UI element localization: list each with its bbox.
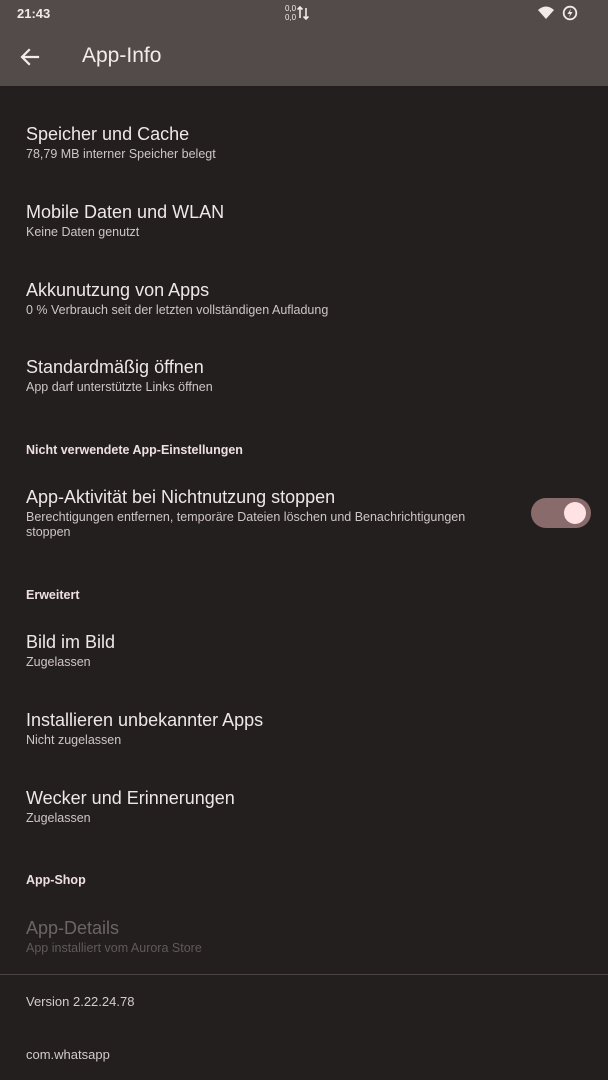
app-version: Version 2.22.24.78 (26, 994, 135, 1009)
alarms-reminders-item[interactable] (26, 787, 496, 826)
item-summary: Keine Daten genutzt (26, 225, 140, 239)
item-title: App-Aktivität bei Nichtnutzung stoppen (26, 487, 336, 507)
network-speed (285, 4, 296, 22)
item-summary: Zugelassen (26, 655, 91, 669)
item-summary: Berechtigungen entfernen, temporäre Dateien löschen und Benachrichtigungen stoppen (26, 510, 466, 539)
page-title: App-Info (82, 44, 162, 67)
item-summary: App installiert vom Aurora Store (26, 941, 202, 955)
status-time: 21:43 (17, 6, 51, 21)
app-details-item (26, 917, 496, 956)
section-header-advanced: Erweitert (26, 588, 80, 602)
back-arrow-icon[interactable] (18, 45, 42, 69)
item-summary: 78,79 MB interner Speicher belegt (26, 147, 216, 161)
section-header-unused: Nicht verwendete App-Einstellungen (26, 443, 243, 457)
install-unknown-apps-item[interactable] (26, 709, 496, 748)
item-title: Bild im Bild (26, 632, 116, 652)
item-summary: 0 % Verbrauch seit der letzten vollständigen Aufladung (26, 303, 329, 317)
network-down-value: 0,0 (285, 13, 297, 22)
mobile-data-item[interactable] (26, 201, 496, 240)
item-title: Akkunutzung von Apps (26, 280, 210, 300)
package-name: com.whatsapp (26, 1047, 110, 1062)
item-title: Wecker und Erinnerungen (26, 788, 235, 808)
pause-app-activity-item[interactable] (26, 486, 496, 540)
battery-usage-item[interactable] (26, 279, 496, 318)
picture-in-picture-item[interactable] (26, 631, 496, 670)
section-header-app-shop: App-Shop (26, 873, 86, 887)
item-title: Installieren unbekannter Apps (26, 710, 264, 730)
item-title: Standardmäßig öffnen (26, 357, 204, 377)
battery-saver-icon (562, 5, 578, 21)
pause-app-activity-toggle[interactable] (531, 498, 591, 528)
storage-cache-item[interactable] (26, 123, 496, 162)
open-by-default-item[interactable] (26, 356, 496, 395)
network-up-value: 0,0 (285, 4, 297, 13)
item-title: Speicher und Cache (26, 124, 190, 144)
status-bar (0, 0, 608, 28)
item-title: App-Details (26, 918, 120, 938)
item-summary: Zugelassen (26, 811, 91, 825)
wifi-icon (538, 6, 554, 20)
divider (0, 974, 608, 975)
item-summary: Nicht zugelassen (26, 733, 122, 747)
item-title: Mobile Daten und WLAN (26, 202, 225, 222)
app-bar (0, 28, 608, 86)
toggle-knob (564, 502, 586, 524)
data-transfer-icon (297, 5, 309, 21)
item-summary: App darf unterstützte Links öffnen (26, 380, 213, 394)
